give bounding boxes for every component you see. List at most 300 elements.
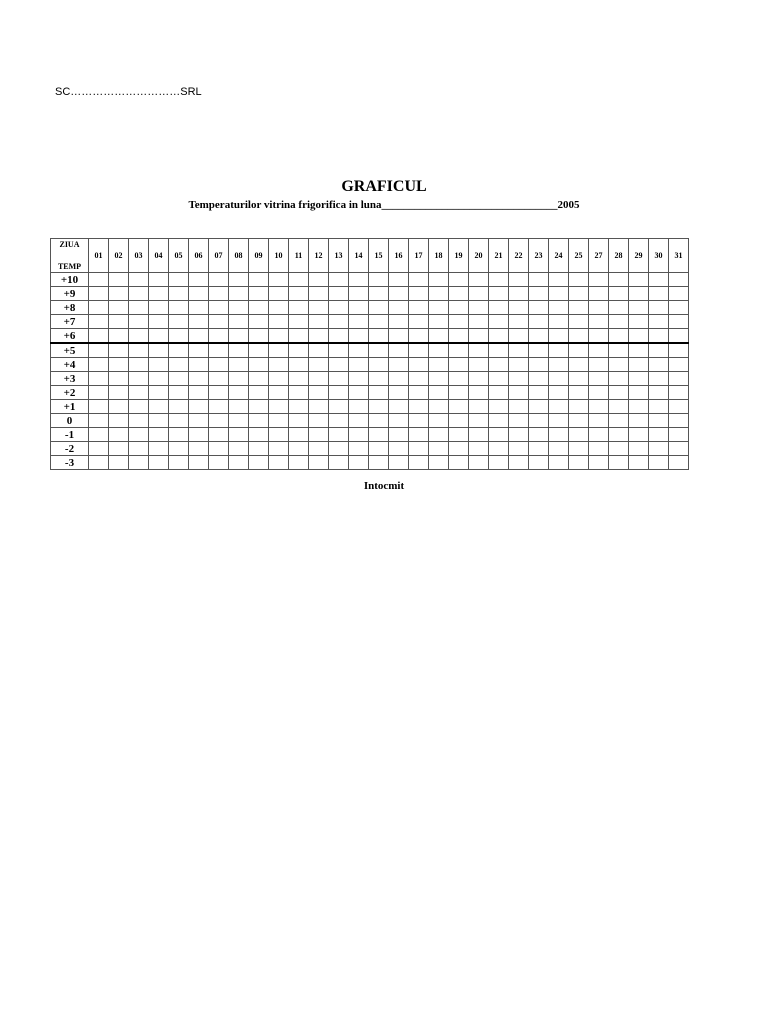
reading-cell[interactable] xyxy=(409,343,429,358)
reading-cell[interactable] xyxy=(449,329,469,344)
reading-cell[interactable] xyxy=(89,329,109,344)
reading-cell[interactable] xyxy=(349,358,369,372)
reading-cell[interactable] xyxy=(549,456,569,470)
reading-cell[interactable] xyxy=(409,287,429,301)
reading-cell[interactable] xyxy=(189,287,209,301)
reading-cell[interactable] xyxy=(349,372,369,386)
reading-cell[interactable] xyxy=(129,315,149,329)
reading-cell[interactable] xyxy=(429,273,449,287)
reading-cell[interactable] xyxy=(589,358,609,372)
reading-cell[interactable] xyxy=(549,400,569,414)
reading-cell[interactable] xyxy=(609,456,629,470)
reading-cell[interactable] xyxy=(629,301,649,315)
reading-cell[interactable] xyxy=(349,343,369,358)
reading-cell[interactable] xyxy=(569,273,589,287)
reading-cell[interactable] xyxy=(169,343,189,358)
reading-cell[interactable] xyxy=(509,358,529,372)
reading-cell[interactable] xyxy=(609,428,629,442)
reading-cell[interactable] xyxy=(669,414,689,428)
reading-cell[interactable] xyxy=(369,343,389,358)
reading-cell[interactable] xyxy=(189,386,209,400)
reading-cell[interactable] xyxy=(229,329,249,344)
reading-cell[interactable] xyxy=(269,414,289,428)
reading-cell[interactable] xyxy=(109,442,129,456)
reading-cell[interactable] xyxy=(629,343,649,358)
reading-cell[interactable] xyxy=(209,315,229,329)
reading-cell[interactable] xyxy=(489,301,509,315)
reading-cell[interactable] xyxy=(229,372,249,386)
reading-cell[interactable] xyxy=(89,428,109,442)
reading-cell[interactable] xyxy=(109,414,129,428)
reading-cell[interactable] xyxy=(589,456,609,470)
reading-cell[interactable] xyxy=(669,442,689,456)
reading-cell[interactable] xyxy=(309,343,329,358)
reading-cell[interactable] xyxy=(429,343,449,358)
reading-cell[interactable] xyxy=(629,456,649,470)
reading-cell[interactable] xyxy=(489,428,509,442)
reading-cell[interactable] xyxy=(249,400,269,414)
reading-cell[interactable] xyxy=(549,386,569,400)
reading-cell[interactable] xyxy=(489,400,509,414)
reading-cell[interactable] xyxy=(289,358,309,372)
reading-cell[interactable] xyxy=(589,414,609,428)
reading-cell[interactable] xyxy=(489,315,509,329)
reading-cell[interactable] xyxy=(129,329,149,344)
reading-cell[interactable] xyxy=(389,456,409,470)
reading-cell[interactable] xyxy=(449,400,469,414)
reading-cell[interactable] xyxy=(249,358,269,372)
reading-cell[interactable] xyxy=(109,315,129,329)
reading-cell[interactable] xyxy=(329,386,349,400)
reading-cell[interactable] xyxy=(249,456,269,470)
reading-cell[interactable] xyxy=(309,301,329,315)
reading-cell[interactable] xyxy=(529,315,549,329)
reading-cell[interactable] xyxy=(269,372,289,386)
reading-cell[interactable] xyxy=(389,442,409,456)
reading-cell[interactable] xyxy=(189,456,209,470)
reading-cell[interactable] xyxy=(309,456,329,470)
reading-cell[interactable] xyxy=(229,386,249,400)
reading-cell[interactable] xyxy=(189,301,209,315)
reading-cell[interactable] xyxy=(589,372,609,386)
reading-cell[interactable] xyxy=(189,372,209,386)
reading-cell[interactable] xyxy=(249,442,269,456)
reading-cell[interactable] xyxy=(469,301,489,315)
reading-cell[interactable] xyxy=(669,358,689,372)
reading-cell[interactable] xyxy=(529,329,549,344)
reading-cell[interactable] xyxy=(169,315,189,329)
reading-cell[interactable] xyxy=(569,414,589,428)
reading-cell[interactable] xyxy=(609,343,629,358)
reading-cell[interactable] xyxy=(269,428,289,442)
reading-cell[interactable] xyxy=(209,442,229,456)
reading-cell[interactable] xyxy=(429,301,449,315)
reading-cell[interactable] xyxy=(549,329,569,344)
reading-cell[interactable] xyxy=(549,428,569,442)
reading-cell[interactable] xyxy=(349,287,369,301)
reading-cell[interactable] xyxy=(229,287,249,301)
reading-cell[interactable] xyxy=(149,400,169,414)
reading-cell[interactable] xyxy=(89,343,109,358)
reading-cell[interactable] xyxy=(129,287,149,301)
reading-cell[interactable] xyxy=(409,400,429,414)
reading-cell[interactable] xyxy=(489,358,509,372)
reading-cell[interactable] xyxy=(169,400,189,414)
reading-cell[interactable] xyxy=(149,456,169,470)
reading-cell[interactable] xyxy=(109,343,129,358)
reading-cell[interactable] xyxy=(289,400,309,414)
reading-cell[interactable] xyxy=(329,301,349,315)
reading-cell[interactable] xyxy=(669,386,689,400)
reading-cell[interactable] xyxy=(149,428,169,442)
reading-cell[interactable] xyxy=(169,358,189,372)
reading-cell[interactable] xyxy=(349,400,369,414)
reading-cell[interactable] xyxy=(629,287,649,301)
reading-cell[interactable] xyxy=(589,343,609,358)
reading-cell[interactable] xyxy=(449,414,469,428)
reading-cell[interactable] xyxy=(129,386,149,400)
reading-cell[interactable] xyxy=(229,315,249,329)
reading-cell[interactable] xyxy=(309,273,329,287)
reading-cell[interactable] xyxy=(369,442,389,456)
reading-cell[interactable] xyxy=(589,400,609,414)
reading-cell[interactable] xyxy=(169,456,189,470)
reading-cell[interactable] xyxy=(489,273,509,287)
reading-cell[interactable] xyxy=(229,358,249,372)
reading-cell[interactable] xyxy=(269,287,289,301)
reading-cell[interactable] xyxy=(189,315,209,329)
reading-cell[interactable] xyxy=(509,442,529,456)
reading-cell[interactable] xyxy=(609,273,629,287)
reading-cell[interactable] xyxy=(229,456,249,470)
reading-cell[interactable] xyxy=(309,329,329,344)
reading-cell[interactable] xyxy=(149,287,169,301)
reading-cell[interactable] xyxy=(569,428,589,442)
reading-cell[interactable] xyxy=(449,442,469,456)
reading-cell[interactable] xyxy=(449,456,469,470)
reading-cell[interactable] xyxy=(309,400,329,414)
reading-cell[interactable] xyxy=(329,287,349,301)
reading-cell[interactable] xyxy=(429,442,449,456)
reading-cell[interactable] xyxy=(409,386,429,400)
reading-cell[interactable] xyxy=(449,301,469,315)
reading-cell[interactable] xyxy=(309,315,329,329)
reading-cell[interactable] xyxy=(289,329,309,344)
reading-cell[interactable] xyxy=(129,301,149,315)
reading-cell[interactable] xyxy=(109,428,129,442)
reading-cell[interactable] xyxy=(669,287,689,301)
reading-cell[interactable] xyxy=(549,315,569,329)
reading-cell[interactable] xyxy=(449,428,469,442)
reading-cell[interactable] xyxy=(629,442,649,456)
reading-cell[interactable] xyxy=(249,273,269,287)
reading-cell[interactable] xyxy=(469,414,489,428)
reading-cell[interactable] xyxy=(329,372,349,386)
reading-cell[interactable] xyxy=(209,400,229,414)
reading-cell[interactable] xyxy=(429,456,449,470)
reading-cell[interactable] xyxy=(509,343,529,358)
reading-cell[interactable] xyxy=(349,442,369,456)
reading-cell[interactable] xyxy=(649,315,669,329)
reading-cell[interactable] xyxy=(269,301,289,315)
reading-cell[interactable] xyxy=(309,358,329,372)
reading-cell[interactable] xyxy=(669,301,689,315)
reading-cell[interactable] xyxy=(549,414,569,428)
reading-cell[interactable] xyxy=(389,329,409,344)
reading-cell[interactable] xyxy=(649,343,669,358)
reading-cell[interactable] xyxy=(649,358,669,372)
reading-cell[interactable] xyxy=(229,442,249,456)
reading-cell[interactable] xyxy=(369,358,389,372)
reading-cell[interactable] xyxy=(649,372,669,386)
reading-cell[interactable] xyxy=(109,386,129,400)
reading-cell[interactable] xyxy=(129,442,149,456)
reading-cell[interactable] xyxy=(529,442,549,456)
reading-cell[interactable] xyxy=(209,301,229,315)
reading-cell[interactable] xyxy=(329,456,349,470)
reading-cell[interactable] xyxy=(529,287,549,301)
reading-cell[interactable] xyxy=(189,414,209,428)
reading-cell[interactable] xyxy=(309,287,329,301)
reading-cell[interactable] xyxy=(469,287,489,301)
reading-cell[interactable] xyxy=(209,287,229,301)
reading-cell[interactable] xyxy=(509,287,529,301)
reading-cell[interactable] xyxy=(669,456,689,470)
reading-cell[interactable] xyxy=(369,456,389,470)
reading-cell[interactable] xyxy=(249,386,269,400)
reading-cell[interactable] xyxy=(449,315,469,329)
reading-cell[interactable] xyxy=(369,301,389,315)
reading-cell[interactable] xyxy=(429,400,449,414)
reading-cell[interactable] xyxy=(509,414,529,428)
reading-cell[interactable] xyxy=(629,428,649,442)
reading-cell[interactable] xyxy=(569,287,589,301)
reading-cell[interactable] xyxy=(509,428,529,442)
reading-cell[interactable] xyxy=(289,343,309,358)
reading-cell[interactable] xyxy=(429,329,449,344)
reading-cell[interactable] xyxy=(509,400,529,414)
reading-cell[interactable] xyxy=(89,315,109,329)
reading-cell[interactable] xyxy=(469,273,489,287)
reading-cell[interactable] xyxy=(429,358,449,372)
reading-cell[interactable] xyxy=(629,372,649,386)
reading-cell[interactable] xyxy=(369,414,389,428)
reading-cell[interactable] xyxy=(629,414,649,428)
reading-cell[interactable] xyxy=(389,428,409,442)
reading-cell[interactable] xyxy=(349,329,369,344)
reading-cell[interactable] xyxy=(109,287,129,301)
reading-cell[interactable] xyxy=(249,372,269,386)
reading-cell[interactable] xyxy=(529,301,549,315)
reading-cell[interactable] xyxy=(549,343,569,358)
reading-cell[interactable] xyxy=(629,315,649,329)
reading-cell[interactable] xyxy=(509,315,529,329)
reading-cell[interactable] xyxy=(649,428,669,442)
reading-cell[interactable] xyxy=(389,343,409,358)
reading-cell[interactable] xyxy=(289,456,309,470)
reading-cell[interactable] xyxy=(569,442,589,456)
reading-cell[interactable] xyxy=(569,329,589,344)
reading-cell[interactable] xyxy=(369,386,389,400)
reading-cell[interactable] xyxy=(449,273,469,287)
reading-cell[interactable] xyxy=(329,414,349,428)
reading-cell[interactable] xyxy=(109,400,129,414)
reading-cell[interactable] xyxy=(289,414,309,428)
reading-cell[interactable] xyxy=(149,372,169,386)
reading-cell[interactable] xyxy=(289,315,309,329)
reading-cell[interactable] xyxy=(149,386,169,400)
reading-cell[interactable] xyxy=(569,301,589,315)
reading-cell[interactable] xyxy=(649,301,669,315)
reading-cell[interactable] xyxy=(209,372,229,386)
reading-cell[interactable] xyxy=(569,315,589,329)
reading-cell[interactable] xyxy=(229,428,249,442)
reading-cell[interactable] xyxy=(529,273,549,287)
reading-cell[interactable] xyxy=(269,386,289,400)
reading-cell[interactable] xyxy=(469,372,489,386)
reading-cell[interactable] xyxy=(169,287,189,301)
reading-cell[interactable] xyxy=(489,329,509,344)
reading-cell[interactable] xyxy=(489,414,509,428)
reading-cell[interactable] xyxy=(489,372,509,386)
reading-cell[interactable] xyxy=(429,386,449,400)
reading-cell[interactable] xyxy=(189,400,209,414)
reading-cell[interactable] xyxy=(409,442,429,456)
reading-cell[interactable] xyxy=(609,315,629,329)
reading-cell[interactable] xyxy=(529,456,549,470)
reading-cell[interactable] xyxy=(129,343,149,358)
reading-cell[interactable] xyxy=(329,343,349,358)
reading-cell[interactable] xyxy=(409,358,429,372)
reading-cell[interactable] xyxy=(309,372,329,386)
reading-cell[interactable] xyxy=(329,428,349,442)
reading-cell[interactable] xyxy=(89,372,109,386)
reading-cell[interactable] xyxy=(649,414,669,428)
reading-cell[interactable] xyxy=(409,301,429,315)
reading-cell[interactable] xyxy=(389,358,409,372)
reading-cell[interactable] xyxy=(349,414,369,428)
reading-cell[interactable] xyxy=(549,301,569,315)
reading-cell[interactable] xyxy=(249,329,269,344)
reading-cell[interactable] xyxy=(669,400,689,414)
reading-cell[interactable] xyxy=(409,372,429,386)
reading-cell[interactable] xyxy=(609,372,629,386)
reading-cell[interactable] xyxy=(309,414,329,428)
reading-cell[interactable] xyxy=(569,400,589,414)
reading-cell[interactable] xyxy=(329,358,349,372)
reading-cell[interactable] xyxy=(109,273,129,287)
reading-cell[interactable] xyxy=(409,414,429,428)
reading-cell[interactable] xyxy=(389,287,409,301)
reading-cell[interactable] xyxy=(229,400,249,414)
reading-cell[interactable] xyxy=(209,358,229,372)
reading-cell[interactable] xyxy=(129,400,149,414)
reading-cell[interactable] xyxy=(349,273,369,287)
reading-cell[interactable] xyxy=(469,442,489,456)
reading-cell[interactable] xyxy=(169,301,189,315)
reading-cell[interactable] xyxy=(409,273,429,287)
reading-cell[interactable] xyxy=(609,414,629,428)
reading-cell[interactable] xyxy=(229,414,249,428)
reading-cell[interactable] xyxy=(269,358,289,372)
reading-cell[interactable] xyxy=(469,428,489,442)
reading-cell[interactable] xyxy=(329,273,349,287)
reading-cell[interactable] xyxy=(109,329,129,344)
reading-cell[interactable] xyxy=(569,386,589,400)
reading-cell[interactable] xyxy=(109,372,129,386)
reading-cell[interactable] xyxy=(509,372,529,386)
reading-cell[interactable] xyxy=(529,414,549,428)
reading-cell[interactable] xyxy=(89,287,109,301)
reading-cell[interactable] xyxy=(509,273,529,287)
reading-cell[interactable] xyxy=(429,287,449,301)
reading-cell[interactable] xyxy=(369,372,389,386)
reading-cell[interactable] xyxy=(649,400,669,414)
reading-cell[interactable] xyxy=(589,329,609,344)
reading-cell[interactable] xyxy=(529,372,549,386)
reading-cell[interactable] xyxy=(389,400,409,414)
reading-cell[interactable] xyxy=(469,343,489,358)
reading-cell[interactable] xyxy=(149,329,169,344)
reading-cell[interactable] xyxy=(449,287,469,301)
reading-cell[interactable] xyxy=(209,343,229,358)
reading-cell[interactable] xyxy=(189,273,209,287)
reading-cell[interactable] xyxy=(169,273,189,287)
reading-cell[interactable] xyxy=(289,428,309,442)
reading-cell[interactable] xyxy=(629,329,649,344)
reading-cell[interactable] xyxy=(129,372,149,386)
reading-cell[interactable] xyxy=(609,400,629,414)
reading-cell[interactable] xyxy=(89,273,109,287)
reading-cell[interactable] xyxy=(249,315,269,329)
reading-cell[interactable] xyxy=(469,400,489,414)
reading-cell[interactable] xyxy=(569,372,589,386)
reading-cell[interactable] xyxy=(669,372,689,386)
reading-cell[interactable] xyxy=(489,456,509,470)
reading-cell[interactable] xyxy=(669,315,689,329)
reading-cell[interactable] xyxy=(429,428,449,442)
reading-cell[interactable] xyxy=(389,386,409,400)
reading-cell[interactable] xyxy=(289,386,309,400)
reading-cell[interactable] xyxy=(589,315,609,329)
reading-cell[interactable] xyxy=(409,315,429,329)
reading-cell[interactable] xyxy=(209,414,229,428)
reading-cell[interactable] xyxy=(589,428,609,442)
reading-cell[interactable] xyxy=(289,372,309,386)
reading-cell[interactable] xyxy=(589,386,609,400)
reading-cell[interactable] xyxy=(649,273,669,287)
reading-cell[interactable] xyxy=(489,442,509,456)
reading-cell[interactable] xyxy=(509,301,529,315)
reading-cell[interactable] xyxy=(629,358,649,372)
reading-cell[interactable] xyxy=(269,442,289,456)
reading-cell[interactable] xyxy=(349,315,369,329)
reading-cell[interactable] xyxy=(209,456,229,470)
reading-cell[interactable] xyxy=(209,428,229,442)
reading-cell[interactable] xyxy=(149,273,169,287)
reading-cell[interactable] xyxy=(609,386,629,400)
reading-cell[interactable] xyxy=(109,301,129,315)
reading-cell[interactable] xyxy=(489,386,509,400)
reading-cell[interactable] xyxy=(529,358,549,372)
reading-cell[interactable] xyxy=(289,442,309,456)
reading-cell[interactable] xyxy=(469,358,489,372)
reading-cell[interactable] xyxy=(269,315,289,329)
reading-cell[interactable] xyxy=(449,386,469,400)
reading-cell[interactable] xyxy=(309,386,329,400)
reading-cell[interactable] xyxy=(289,273,309,287)
reading-cell[interactable] xyxy=(169,414,189,428)
